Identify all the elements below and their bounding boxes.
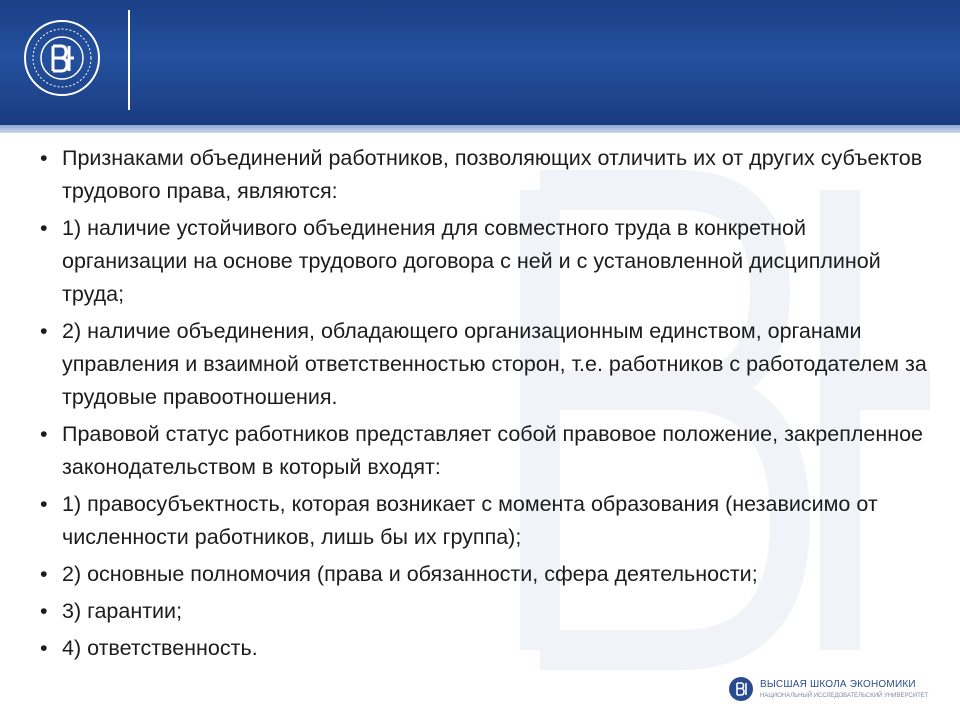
bullet-icon: • xyxy=(40,319,48,343)
bullet-icon: • xyxy=(40,636,48,660)
list-item-text: Правовой статус работников представляет собой правовое положение, закрепленное законодательством в который входят: xyxy=(62,422,924,479)
bullet-icon: • xyxy=(40,562,48,586)
list-item xyxy=(40,418,930,484)
list-item xyxy=(40,212,930,311)
bullet-icon: • xyxy=(40,146,48,170)
list-item xyxy=(40,142,930,208)
list-item-text: 1) правосубъектность, которая возникает с момента образования (независимо от численности работников, лишь бы их группа); xyxy=(62,492,878,549)
list-item-text: 4) ответственность. xyxy=(62,636,258,660)
header-bar xyxy=(0,0,960,125)
hse-small-emblem-icon xyxy=(728,676,754,702)
bullet-icon: • xyxy=(40,492,48,516)
bullet-icon: • xyxy=(40,599,48,623)
list-item xyxy=(40,558,930,591)
footer-logo xyxy=(728,676,938,706)
bullet-list xyxy=(40,142,930,669)
list-item xyxy=(40,488,930,554)
header-divider xyxy=(128,10,130,110)
list-item-text: 3) гарантии; xyxy=(62,599,183,623)
list-item xyxy=(40,595,930,628)
footer-university-name: ВЫСШАЯ ШКОЛА ЭКОНОМИКИ xyxy=(760,679,916,690)
header-stripe xyxy=(0,125,960,133)
bullet-icon: • xyxy=(40,422,48,446)
list-item-text: Признаками объединений работников, позволяющих отличить их от других субъектов трудового права, являются: xyxy=(62,146,923,203)
list-item xyxy=(40,632,930,665)
list-item-text: 2) основные полномочия (права и обязанности, сфера деятельности; xyxy=(62,562,758,586)
footer-university-subtitle: НАЦИОНАЛЬНЫЙ ИССЛЕДОВАТЕЛЬСКИЙ УНИВЕРСИТЕТ xyxy=(760,693,929,699)
list-item xyxy=(40,315,930,414)
bullet-icon: • xyxy=(40,216,48,240)
list-item-text: 2) наличие объединения, обладающего организационным единством, органами управления и взаимной ответственностью сторон, т.е. работников с работодателем за трудовые правоотношения. xyxy=(62,319,927,409)
hse-emblem-icon xyxy=(22,18,102,98)
list-item-text: 1) наличие устойчивого объединения для совместного труда в конкретной организации на основе трудового договора с ней и с установленной дисциплиной труда; xyxy=(62,216,881,306)
